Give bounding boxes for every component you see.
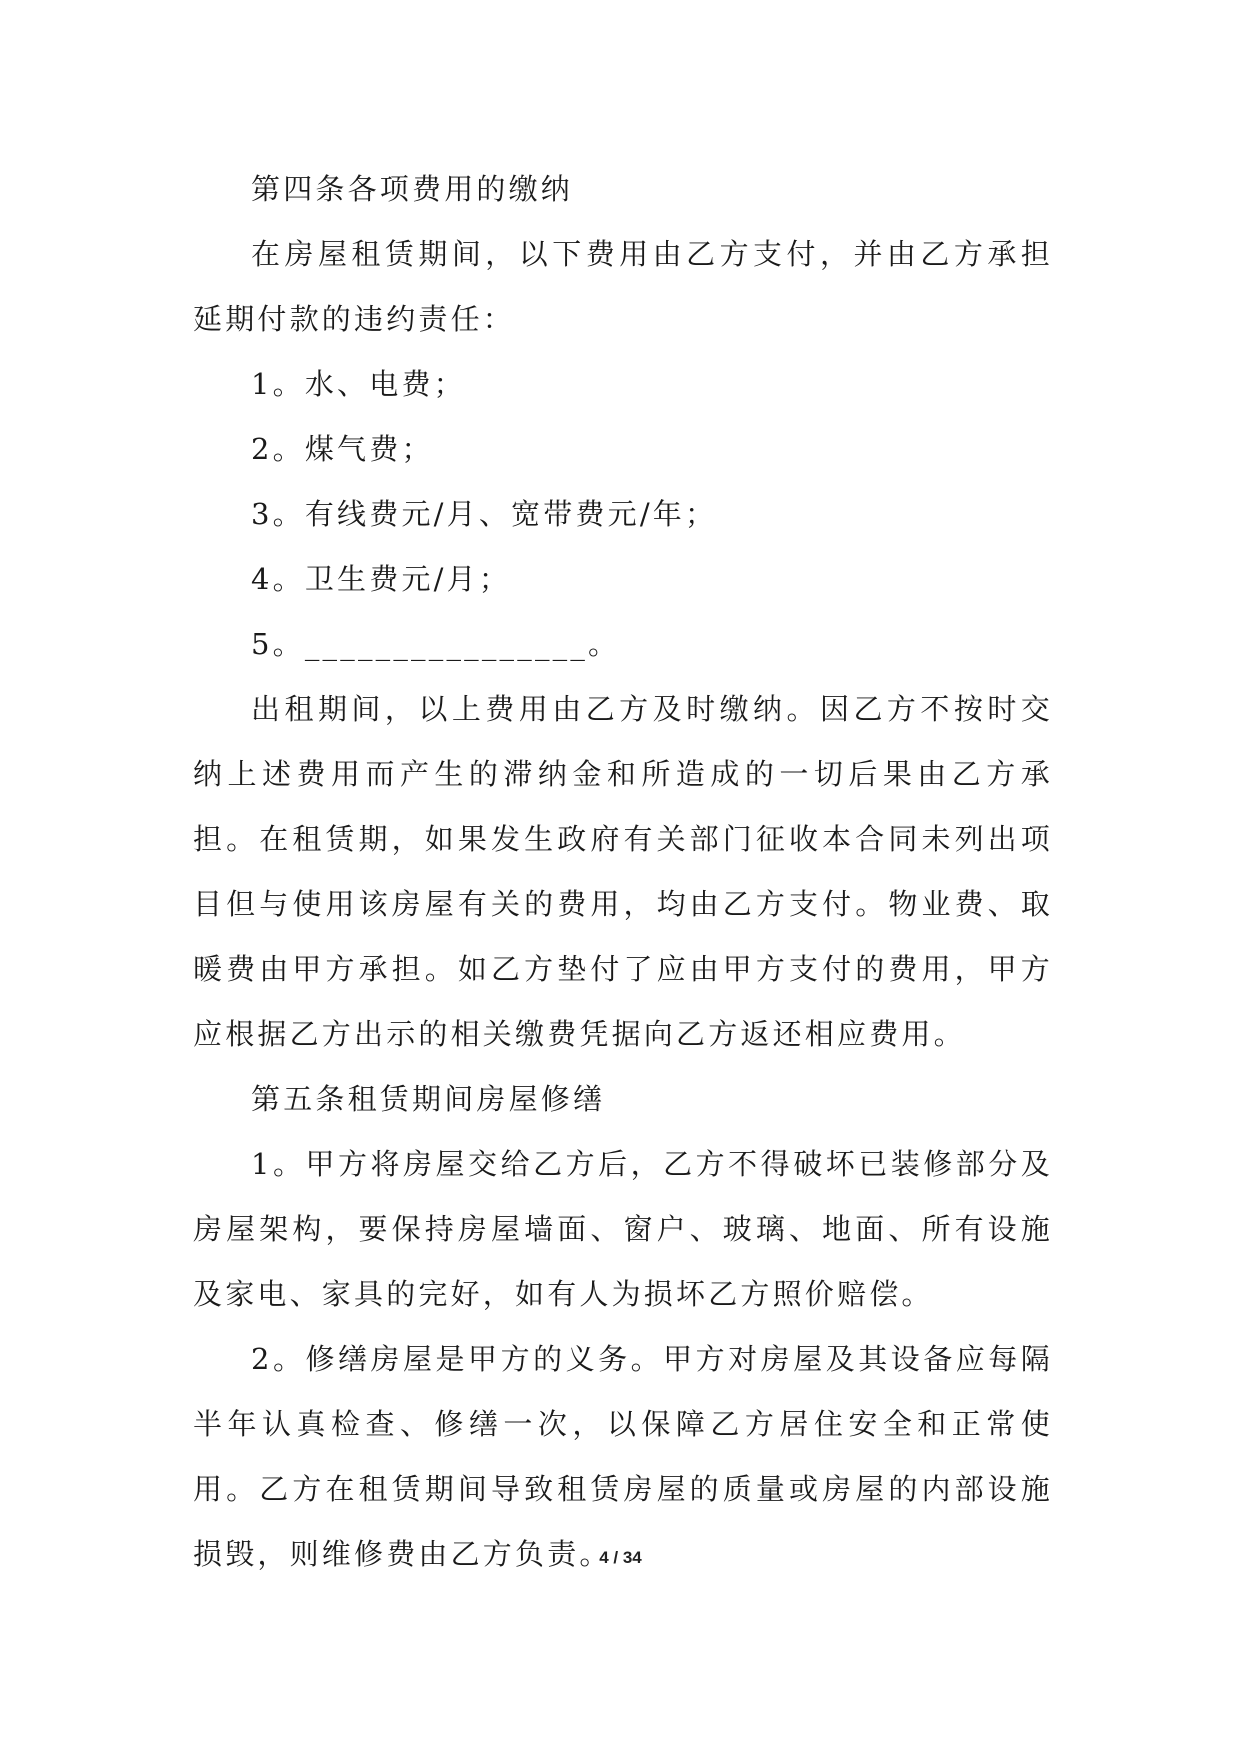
paragraph-repair-1: 1。甲方将房屋交给乙方后，乙方不得破坏已装修部分及房屋架构，要保持房屋墙面、窗户、玻璃、地面、所有设施及家电、家具的完好，如有人为损坏乙方照价赔偿。 — [193, 1147, 1053, 1311]
paragraph-fees-intro: 在房屋租赁期间，以下费用由乙方支付，并由乙方承担延期付款的违约责任： — [193, 237, 1053, 336]
list-item-water-electricity: 1。水、电费； — [251, 367, 466, 401]
list-item-cable-broadband: 3。有线费元/月、宽带费元/年； — [251, 497, 718, 531]
list-item-sanitation: 4。卫生费元/月； — [251, 562, 512, 596]
document-body — [193, 157, 1053, 1587]
section-heading-article-4: 第四条各项费用的缴纳 — [251, 172, 574, 206]
page-number: 4 / 34 — [599, 1548, 642, 1567]
paragraph-fees-detail: 出租期间，以上费用由乙方及时缴纳。因乙方不按时交纳上述费用而产生的滞纳金和所造成的一切后果由乙方承担。在租赁期，如果发生政府有关部门征收本合同未列出项目但与使用该房屋有关的费用，均由乙方支付。物业费、取暖费由甲方承担。如乙方垫付了应由甲方支付的费用，甲方应根据乙方出示的相关缴费凭据向乙方返还相应费用。 — [193, 692, 1053, 1051]
list-item-blank: 5。________________。 — [251, 627, 621, 661]
section-heading-article-5: 第五条租赁期间房屋修缮 — [251, 1082, 606, 1116]
paragraph-repair-2: 2。修缮房屋是甲方的义务。甲方对房屋及其设备应每隔半年认真检查、修缮一次，以保障乙方居住安全和正常使用。乙方在租赁期间导致租赁房屋的质量或房屋的内部设施损毁，则维修费由乙方负责。 — [193, 1342, 1053, 1571]
list-item-gas: 2。煤气费； — [251, 432, 434, 466]
